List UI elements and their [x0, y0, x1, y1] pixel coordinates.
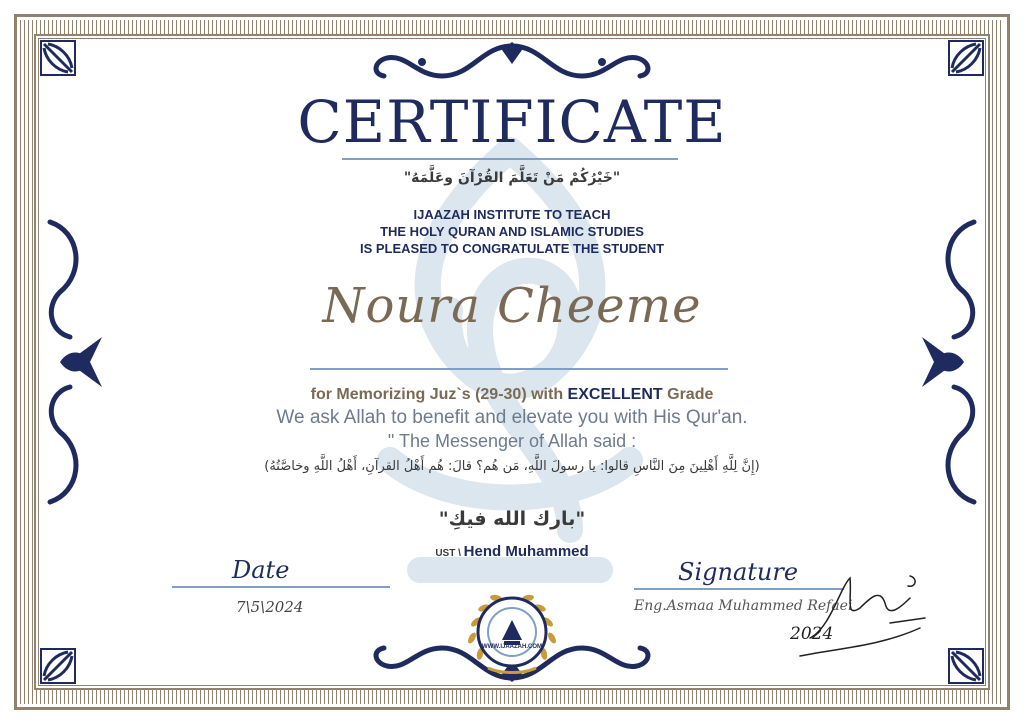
seal-url: WWW.IJAAZAH.COM [482, 644, 542, 650]
student-name: Noura Cheeme [322, 278, 702, 334]
achievement-line [0, 386, 1024, 404]
achievement-prefix: for Memorizing Juz`s (29-30) with [310, 386, 568, 403]
handwritten-signature [790, 568, 930, 660]
name-underline [310, 368, 728, 370]
institute-line-3: IS PLEASED TO CONGRATULATE THE STUDENT [359, 241, 665, 256]
corner-ornament-top-left [40, 40, 76, 76]
date-underline [172, 586, 390, 588]
certificate-title: CERTIFICATE [297, 88, 727, 156]
arabic-motto: "خَيْرُكُمْ مَنْ تَعَلَّمَ القُرْآنَ وعَلَّمَهُ" [403, 170, 621, 186]
corner-ornament-top-right [948, 40, 984, 76]
date-value: 7\5\2024 [236, 598, 304, 616]
signer-name: Eng.Asmaa Muhammed Refaei [634, 598, 853, 614]
institute-line-2: THE HOLY QURAN AND ISLAMIC STUDIES [380, 224, 644, 239]
institute-statement [0, 206, 1024, 257]
signature-label: Signature [678, 558, 799, 586]
corner-ornament-bottom-right [948, 648, 984, 684]
institute-line-1: IJAAZAH INSTITUTE TO TEACH [413, 207, 611, 222]
teacher-prefix: UST \ [435, 548, 464, 559]
title-underline [342, 158, 678, 160]
teacher-name: Hend Muhammed [463, 543, 589, 560]
top-scroll-ornament [362, 40, 662, 86]
messenger-line: " The Messenger of Allah said : [387, 431, 637, 451]
hadith-text: (إِنَّ لِلَّهِ أَهْلِينَ مِنَ النَّاسِ قالوا: يا رسولَ اللَّهِ، مَن هُم؟ قالَ: هُم أَهْلُ القرآنِ، أَهْلُ اللَّهِ وخاصَّتُهُ) [264, 459, 760, 474]
grade-suffix: Grade [662, 386, 714, 403]
corner-ornament-bottom-left [40, 648, 76, 684]
teacher-line [0, 543, 1024, 560]
date-label: Date [232, 556, 290, 584]
institute-seal [460, 578, 564, 678]
prayer-line: We ask Allah to benefit and elevate you with His Qur'an. [276, 407, 748, 428]
blessing-text: "بارك الله فيكِ" [438, 508, 586, 530]
grade-value: EXCELLENT [567, 386, 663, 403]
signature-year: 2024 [790, 624, 834, 644]
